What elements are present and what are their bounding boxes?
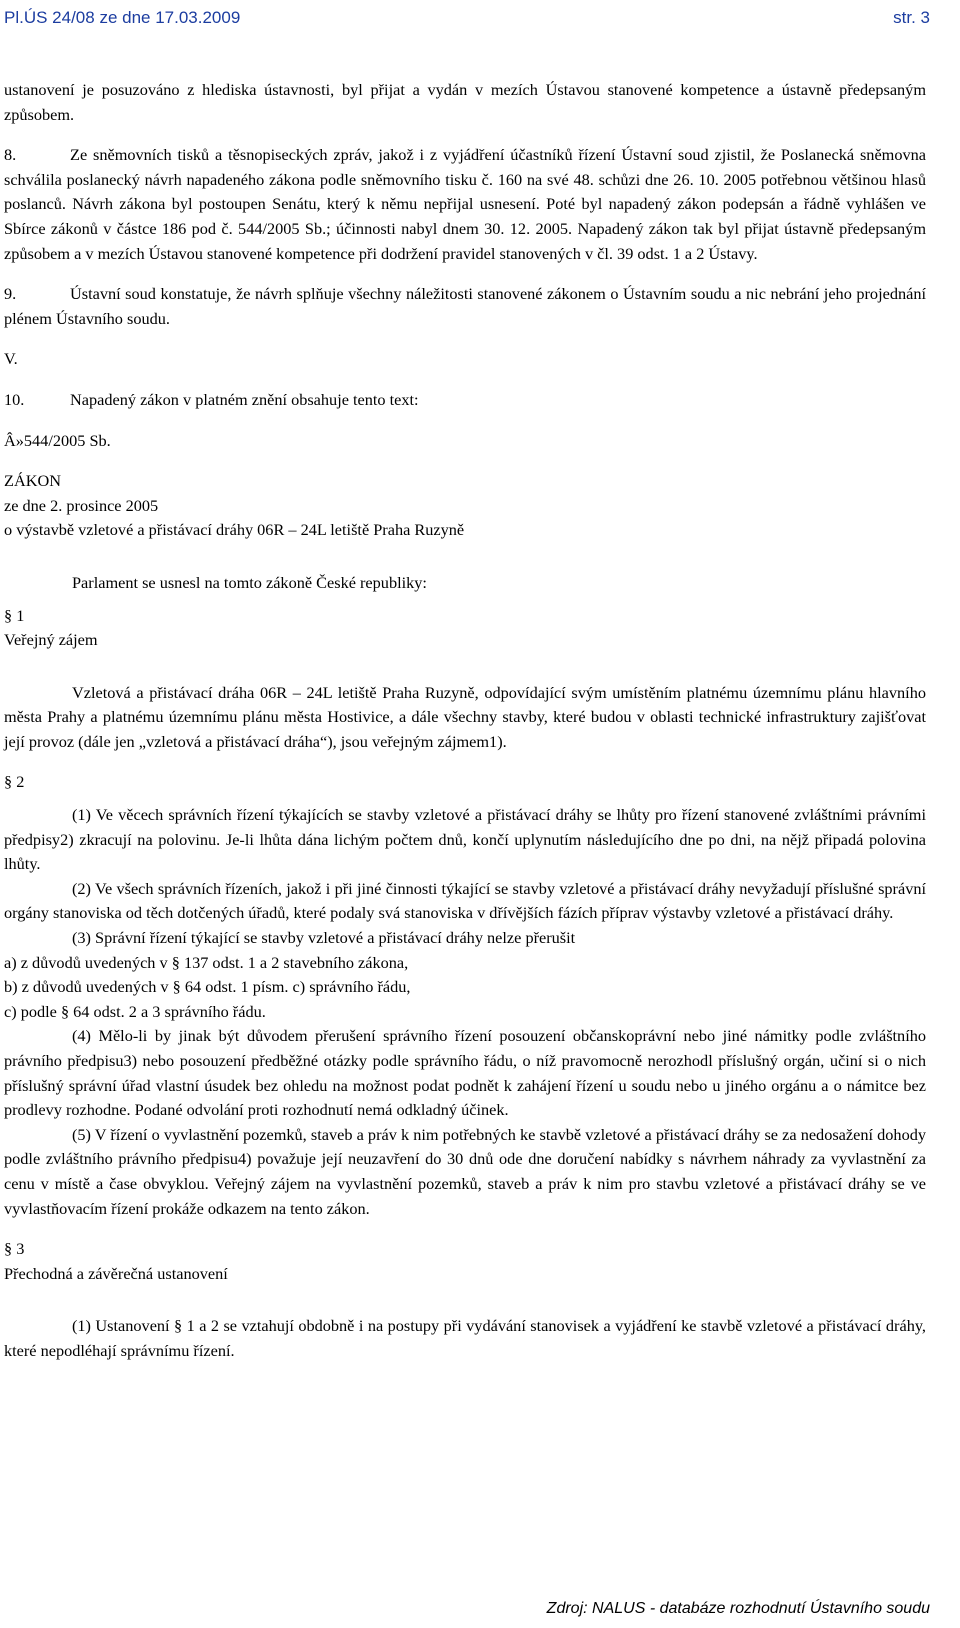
law-reference: Â»544/2005 Sb. <box>4 430 111 450</box>
paragraph-text: Napadený zákon v platném znění obsahuje tento text: <box>70 389 419 409</box>
law-subject: o výstavbě vzletové a přistávací dráhy 06R – 24L letiště Praha Ruzyně <box>4 520 465 540</box>
law-date: ze dne 2. prosince 2005 <box>4 495 159 515</box>
law-title: ZÁKON <box>4 471 61 491</box>
section-1-mark: § 1 <box>4 605 25 625</box>
header-page-number: str. 3 <box>893 8 930 27</box>
document-body <box>4 78 926 1364</box>
section-3-subsection-1: (1) Ustanovení § 1 a 2 se vztahují obdobně i na postupy při vydávání stanovisek a vyjádření ke stavbě vzletové a přistávací dráhy, které nepodléhají správnímu řízení. <box>4 1316 926 1360</box>
paragraph-intro: ustanovení je posuzováno z hlediska ústavnosti, byl přijat a vydán v mezích Ústavou stanovené kompetence a ústavně předepsaným způsobem. <box>4 80 926 124</box>
section-2-subsection-5: (5) V řízení o vyvlastnění pozemků, staveb a práv k nim potřebných ke stavbě vzletové a přistávací dráhy se za nedosažení dohody podle zvláštního právního předpisu4) považuje její neuzavření do 30 dnů ode dne doručení nabídky s návrhem náhrady za vyvlastnění za cenu v místě a čase obvyklou. Veřejný zájem na vyvlastnění pozemků, staveb a práv k nim pro stavbu vzletové a přistávací dráhy se ve vyvlastňovacím řízení prokáže odkazem na tento zákon. <box>4 1124 926 1218</box>
paragraph-number: 8. <box>4 145 17 165</box>
section-1-text: Vzletová a přistávací dráha 06R – 24L letiště Praha Ruzyně, odpovídající svým umístěním platnému územnímu plánu hlavního města Prahy a platnému územnímu plánu města Hostivice, a dále všechny stavby, které budou v oblasti technické infrastruktury zajišťovat její provoz (dále jen „vzletová a přistávací dráha“), jsou veřejným zájmem1). <box>4 682 926 751</box>
paragraph-8 <box>4 143 926 266</box>
enactment-clause: Parlament se usnesl na tomto zákoně České republiky: <box>72 572 427 592</box>
paragraph-10 <box>4 388 926 413</box>
section-3-title: Přechodná a závěrečná ustanovení <box>4 1263 228 1283</box>
section-2-subsection-2: (2) Ve všech správních řízeních, jakož i při jiné činnosti týkající se stavby vzletové a přistávací dráhy nevyžadují příslušné správní orgány stanoviska od těch dotčených úřadů, které podaly svá stanoviska v dřívějších fázích příprav výstavby vzletové a přistávací dráhy. <box>4 878 926 923</box>
section-2-mark: § 2 <box>4 772 25 792</box>
section-2-item-c: c) podle § 64 odst. 2 a 3 správního řádu. <box>4 1001 266 1021</box>
section-2-subsection-3: (3) Správní řízení týkající se stavby vzletové a přistávací dráhy nelze přerušit <box>72 928 576 948</box>
paragraph-text: Ústavní soud konstatuje, že návrh splňuje všechny náležitosti stanovené zákonem o Ústavním soudu a nic nebrání jeho projednání plénem Ústavního soudu. <box>4 284 926 328</box>
part-heading: V. <box>4 349 18 369</box>
paragraph-9 <box>4 282 926 331</box>
section-2-subsection-4: (4) Mělo-li by jinak být důvodem přerušení správního řízení posouzení občanskoprávní nebo jiné námitky podle zvláštního právního předpisu3) nebo posouzení předběžné otázky podle správního řádu, o níž pravomocně nerozhodl příslušný orgán, učiní si o nich příslušný správní úřad vlastní úsudek bez ohledu na možnost podat podnět k zahájení řízení u soudu nebo u jiného orgánu a o námitce bez prodlevy rozhodne. Podané odvolání proti rozhodnutí nemá odkladný účinek. <box>4 1026 926 1120</box>
paragraph-text: Ze sněmovních tisků a těsnopiseckých zpráv, jakož i z vyjádření účastníků řízení Ústavní soud zjistil, že Poslanecká sněmovna schválila poslanecký návrh napadeného zákona podle sněmovního tisku č. 160 na své 48. schůzi dne 26. 10. 2005 potřebnou většinou hlasů poslanců. Návrh zákona byl postoupen Senátu, který k němu nepřijal usnesení. Poté byl napadený zákon podepsán a řádně vyhlášen ve Sbírce zákonů v částce 186 pod č. 544/2005 Sb.; účinnosti nabyl dnem 30. 12. 2005. Napadený zákon tak byl přijat ústavně předepsaným způsobem a v mezích Ústavou stanovené kompetence při dodržení pravidel stanovených v čl. 39 odst. 1 a 2 Ústavy. <box>4 145 926 263</box>
section-2-item-b: b) z důvodů uvedených v § 64 odst. 1 písm. c) správního řádu, <box>4 977 411 997</box>
section-2-item-a: a) z důvodů uvedených v § 137 odst. 1 a 2 stavebního zákona, <box>4 952 409 972</box>
footer-source: Zdroj: NALUS - databáze rozhodnutí Ústavního soudu <box>546 1600 930 1618</box>
section-2-subsection-1: (1) Ve věcech správních řízení týkajících se stavby vzletové a přistávací dráhy se lhůty pro řízení stanovené zvláštními právními předpisy2) zkracují na polovinu. Je-li lhůta dána lichým počtem dnů, končí uplynutím následujícího dne po dni, na nějž připadá polovina lhůty. <box>4 805 926 874</box>
paragraph-number: 10. <box>4 389 25 409</box>
section-3-mark: § 3 <box>4 1239 25 1259</box>
paragraph-number: 9. <box>4 284 17 304</box>
header-case-reference: Pl.ÚS 24/08 ze dne 17.03.2009 <box>4 8 241 27</box>
section-1-title: Veřejný zájem <box>4 630 98 650</box>
